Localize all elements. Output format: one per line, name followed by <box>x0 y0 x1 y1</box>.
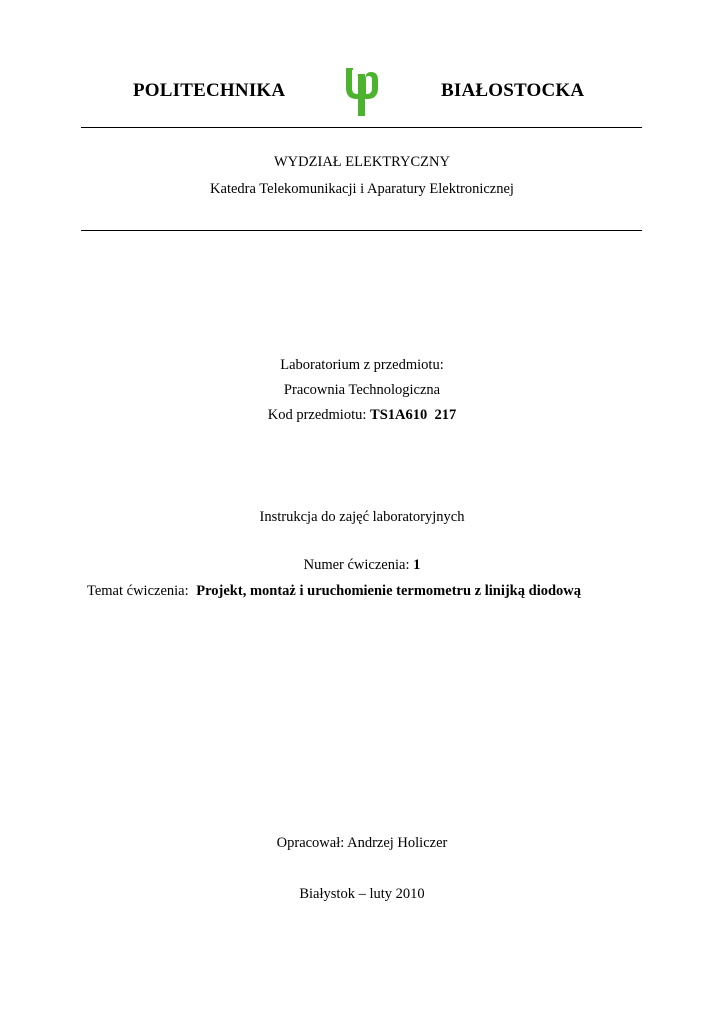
logo-svg <box>341 64 383 118</box>
university-name-right: BIAŁOSTOCKA <box>441 80 585 101</box>
place-date: Białystok – luty 2010 <box>299 886 425 902</box>
subject-name: Pracownia Technologiczna <box>283 382 441 398</box>
instruction-title: Instrukcja do zajęć laboratoryjnych <box>259 509 465 525</box>
course-code-line <box>0 406 724 424</box>
header-rule-bottom <box>81 230 642 231</box>
politechnika-logo-icon <box>341 64 383 118</box>
exercise-topic-line <box>87 582 581 600</box>
lab-label: Laboratorium z przedmiotu: <box>280 357 444 373</box>
exercise-number-value: 1 <box>413 557 421 573</box>
author-line: Opracował: Andrzej Holiczer <box>276 835 448 851</box>
exercise-number-label: Numer ćwiczenia: <box>303 557 410 573</box>
exercise-topic-value: Projekt, montaż i uruchomienie termometru z linijką diodową <box>196 583 582 599</box>
course-code-value: TS1A610 217 <box>370 407 457 423</box>
university-name-left: POLITECHNIKA <box>133 80 286 101</box>
exercise-topic-label: Temat ćwiczenia: <box>87 583 189 599</box>
course-code-label: Kod przedmiotu: <box>267 407 367 423</box>
header-rule-top <box>81 127 642 128</box>
exercise-number-line <box>0 556 724 574</box>
department-name: Katedra Telekomunikacji i Aparatury Elektronicznej <box>210 181 514 197</box>
faculty-name: WYDZIAŁ ELEKTRYCZNY <box>274 154 450 170</box>
